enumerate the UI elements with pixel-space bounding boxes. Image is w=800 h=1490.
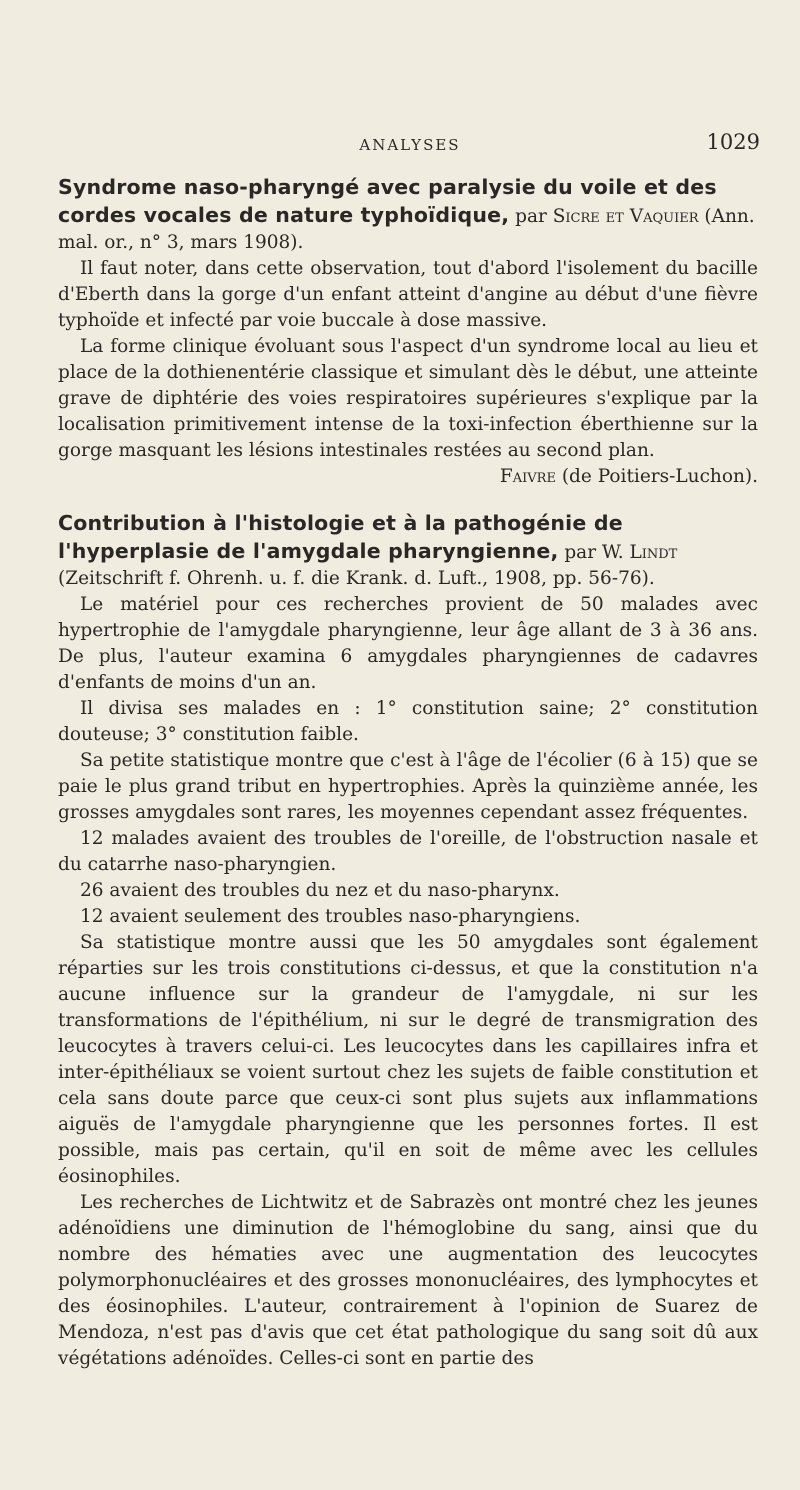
paragraph: 26 avaient des troubles du nez et du naso-pharynx. [80, 880, 560, 901]
signature-place: (de Poitiers-Luchon). [555, 466, 758, 487]
paragraph: Les recherches de Lichtwitz et de Sabrazès ont montré chez les jeunes adénoïdiens une diminution de l'hémoglobine du sang, ainsi que du nombre des hématies avec une augmentation des leucocytes polymorphonucléaires et des grosses mononucléaires, des lymphocytes et des éosinophiles. L'auteur, contrairement à l'opinion de Suarez de Mendoza, n'est pas d'avis que cet état pathologique du sang soit dû aux végétations adénoïdes. Celles-ci sont en partie des [58, 1192, 758, 1369]
paragraph: 12 malades avaient des troubles de l'oreille, de l'obstruction nasale et du catarrhe naso-pharyngien. [58, 828, 758, 875]
article-title: Contribution à l'histologie et à la pathogénie de l'hyperplasie de l'amygdale pharyngienne, [58, 511, 623, 563]
article-authors: Sicre et Vaquier [552, 206, 699, 227]
article-signature [58, 464, 758, 490]
paragraph: Le matériel pour ces recherches provient de 50 malades avec hypertrophie de l'amygdale pharyngienne, leur âge allant de 3 à 36 ans. De plus, l'auteur examina 6 amygdales pharyngiennes de cadavres d'enfants de moins d'un an. [58, 594, 758, 693]
paragraph: Sa petite statistique montre que c'est à l'âge de l'écolier (6 à 15) que se paie le plus grand tribut en hypertrophies. Après la quinzième année, les grosses amygdales sont rares, les moyennes cependant assez fréquentes. [58, 750, 758, 823]
by-word: par [558, 542, 602, 563]
by-word: par [509, 206, 553, 227]
article [58, 174, 758, 490]
paragraph: Il faut noter, dans cette observation, tout d'abord l'isolement du bacille d'Eberth dans la gorge d'un enfant atteint d'angine au début d'une fièvre typhoïde et infecté par voie buccale à dose massive. [58, 258, 758, 331]
section-title: ANALYSES [359, 136, 461, 154]
paragraph: Il divisa ses malades en : 1° constitution saine; 2° constitution douteuse; 3° constitution faible. [58, 698, 758, 745]
page-number: 1029 [706, 130, 760, 154]
running-head [60, 130, 760, 158]
article-citation: (Ann. mal. or., n° 3, mars 1908). [58, 206, 755, 253]
paragraph: La forme clinique évoluant sous l'aspect d'un syndrome local au lieu et place de la dothienentérie classique et simulant dès le début, une atteinte grave de diphtérie des voies respiratoires supérieures s'explique par la localisation primitivement intense de la toxi-infection éberthienne sur la gorge masquant les lésions intestinales restées au second plan. [58, 336, 758, 461]
article-heading [58, 174, 758, 256]
paragraph: Sa statistique montre aussi que les 50 amygdales sont également réparties sur les trois constitutions ci-dessus, et que la constitution n'a aucune influence sur la grandeur de l'amygdale, ni sur les transformations de l'épithélium, ni sur le degré de transmigration des leucocytes à travers celui-ci. Les leucocytes dans les capillaires infra et inter-épithéliaux se voient surtout chez les sujets de faible constitution et cela sans doute parce que ceux-ci sont plus sujets aux inflammations aiguës de l'amygdale pharyngienne que les personnes fortes. Il est possible, mais pas certain, qu'il en soit de même avec les cellules éosinophiles. [58, 932, 758, 1187]
paragraph: 12 avaient seulement des troubles naso-pharyngiens. [80, 906, 581, 927]
signature-name: Faivre [499, 466, 556, 487]
article [58, 510, 758, 1372]
article-heading [58, 510, 758, 592]
article-authors: W. Lindt [601, 542, 678, 563]
article-title: Syndrome naso-pharyngé avec paralysie du voile et des cordes vocales de nature typhoïdique, [58, 175, 717, 227]
body-text [58, 174, 758, 1392]
article-citation: (Zeitschrift f. Ohrenh. u. f. die Krank. d. Luft., 1908, pp. 56-76). [58, 568, 655, 589]
